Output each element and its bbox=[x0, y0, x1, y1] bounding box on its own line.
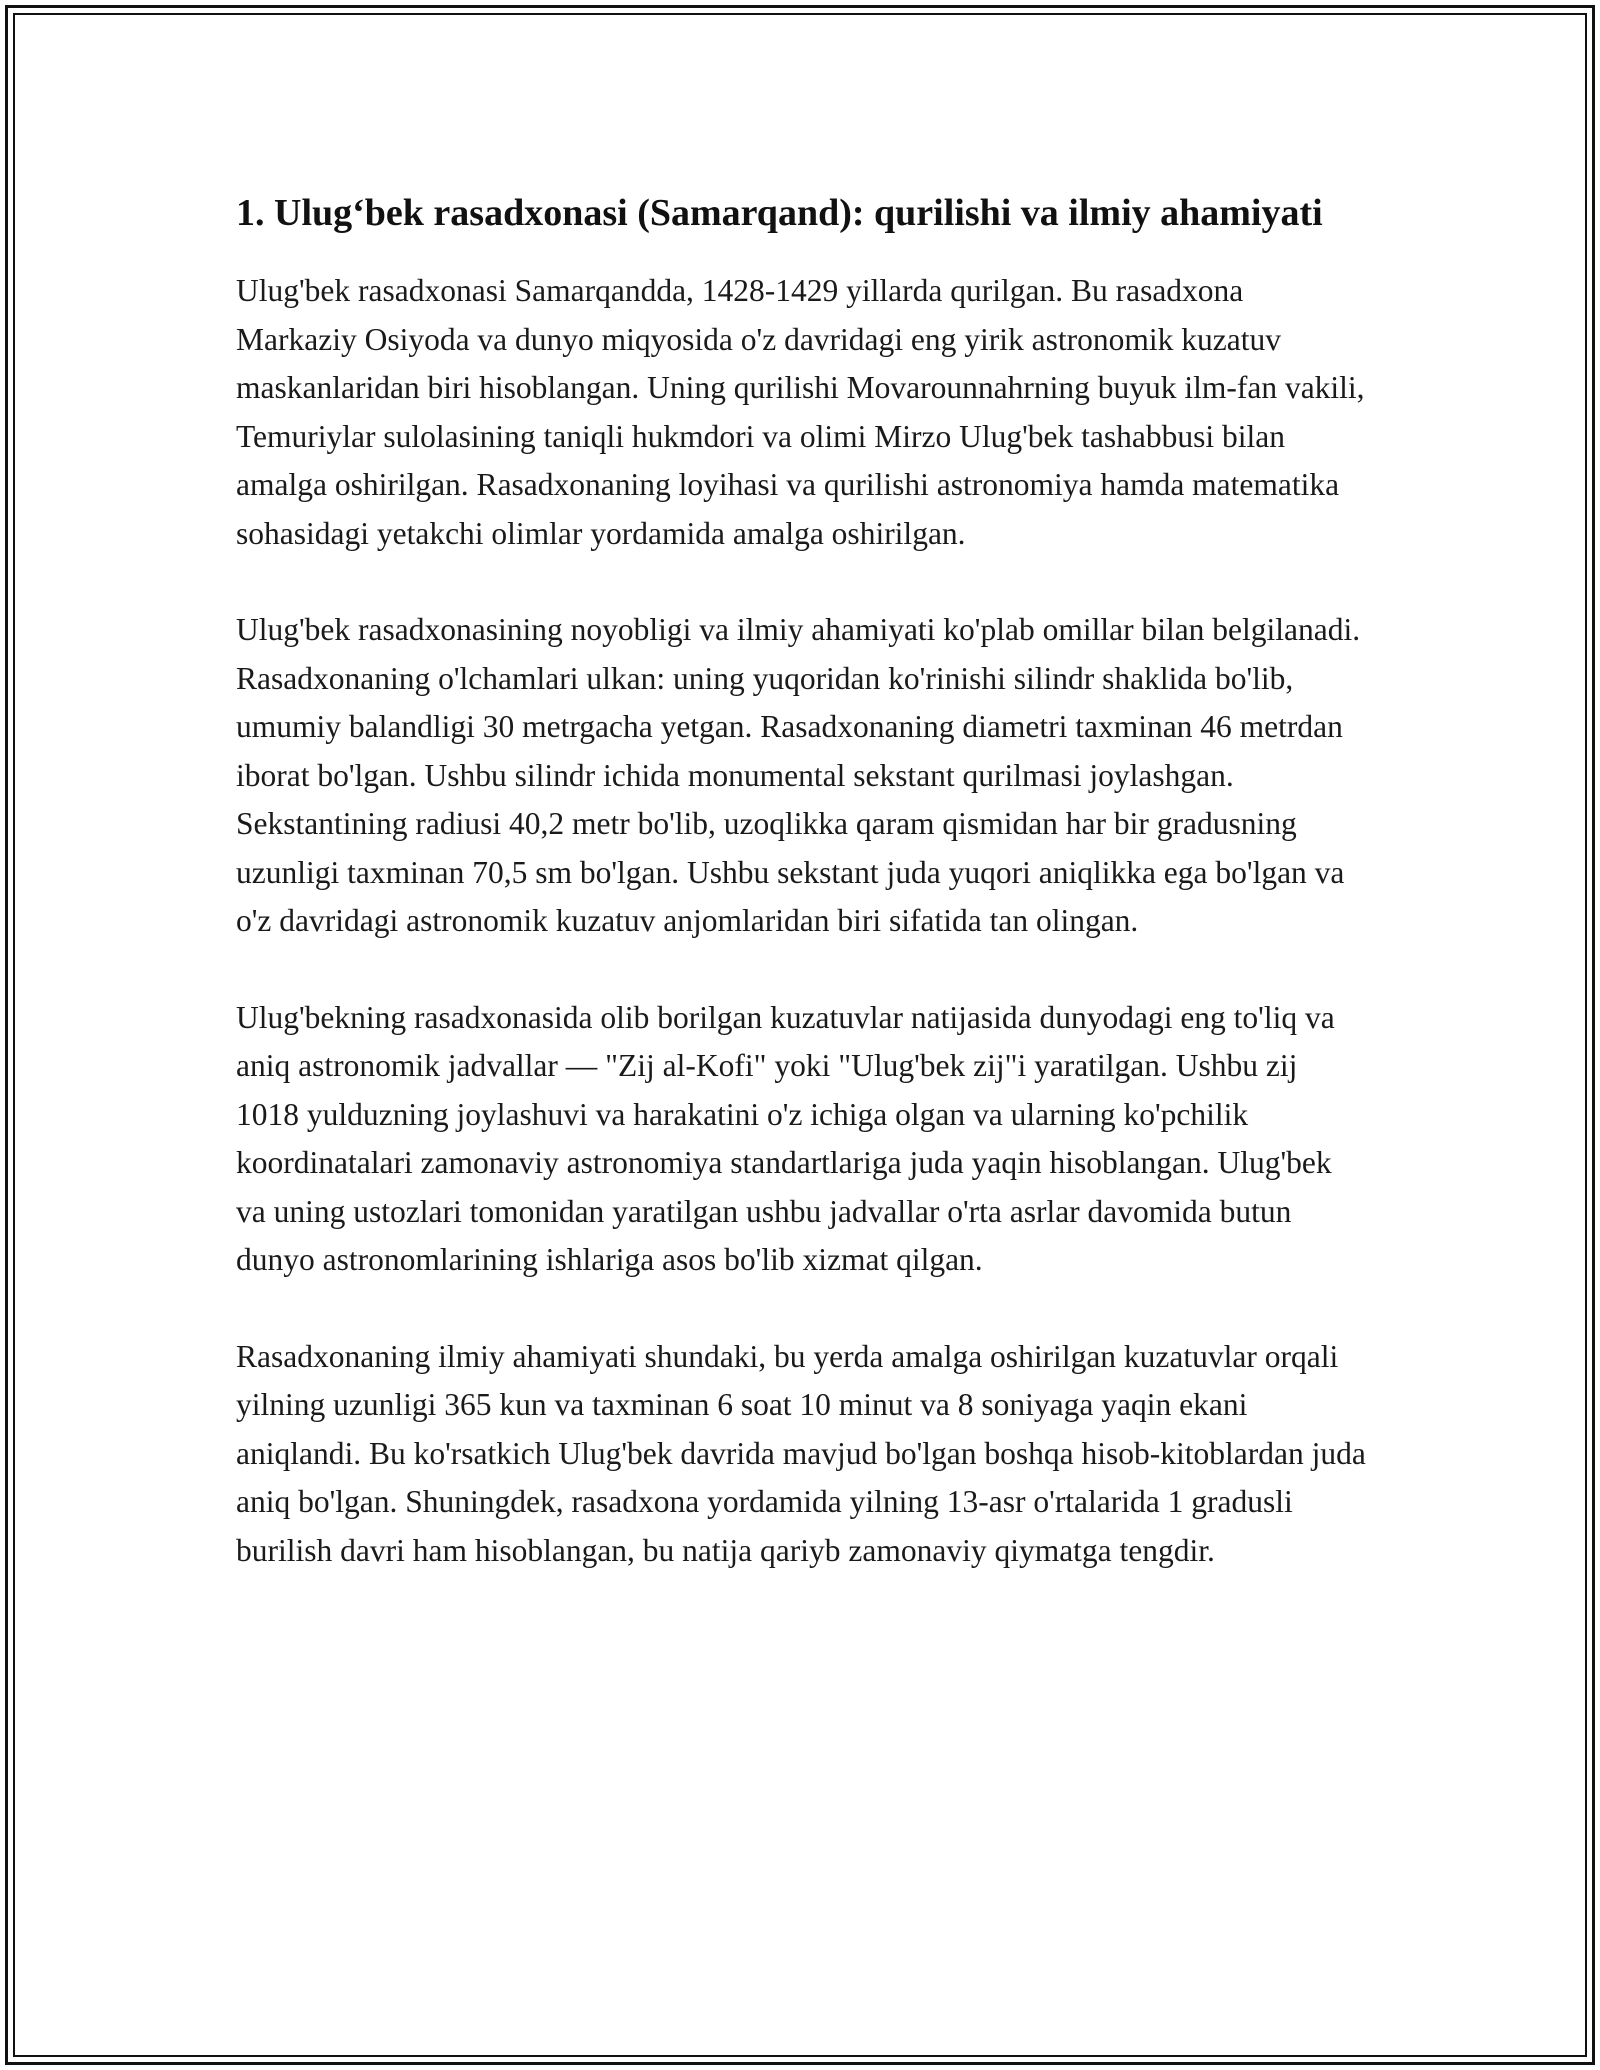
paragraph-scientific-significance: Rasadxonaning ilmiy ahamiyati shundaki, bu yerda amalga oshirilgan kuzatuvlar orqali yilning uzunligi 365 kun va taxminan 6 soat 10 minut va 8 soniyaga yaqin ekani aniqlandi. Bu ko'rsatkich Ulug'bek davrida mavjud bo'lgan boshqa hisob-kitoblardan juda aniq bo'lgan. Shuningdek, rasadxona yordamida yilning 13-asr o'rtalarida 1 gradusli burilish davri ham hisoblangan, bu natija qariyb zamonaviy qiymatga tengdir. bbox=[236, 1338, 1366, 1568]
paragraph-zij-tables: Ulug'bekning rasadxonasida olib borilgan kuzatuvlar natijasida dunyodagi eng to'liq va aniq astronomik jadvallar — "Zij al-Kofi" yoki "Ulug'bek zij"i yaratilgan. Ushbu zij 1018 yulduzning joylashuvi va harakatini o'z ichiga olgan va ularning ko'pchilik koordinatalari zamonaviy astronomiya standartlariga juda yaqin hisoblangan. Ulug'bek va uning ustozlari tomonidan yaratilgan ushbu jadvallar o'rta asrlar davomida butun dunyo astronomlarining ishlariga asos bo'lib xizmat qilgan. bbox=[236, 999, 1335, 1277]
paragraph-construction: Ulug'bek rasadxonasi Samarqandda, 1428-1429 yillarda qurilgan. Bu rasadxona Markaziy Osiyoda va dunyo miqyosida o'z davridagi eng yirik astronomik kuzatuv maskanlaridan biri hisoblangan. Uning qurilishi Movarounnahrning buyuk ilm-fan vakili, Temuriylar sulolasining taniqli hukmdori va olimi Mirzo Ulug'bek tashabbusi bilan amalga oshirilgan. Rasadxonaning loyihasi va qurilishi astronomiya hamda matematika sohasidagi yetakchi olimlar yordamida amalga oshirilgan. bbox=[236, 273, 1365, 551]
document-body bbox=[236, 186, 1366, 1575]
paragraph-dimensions: Ulug'bek rasadxonasining noyobligi va ilmiy ahamiyati ko'plab omillar bilan belgilanadi. Rasadxonaning o'lchamlari ulkan: uning yuqoridan ko'rinishi silindr shaklida bo'lib, umumiy balandligi 30 metrgacha yetgan. Rasadxonaning diametri taxminan 46 metrdan iborat bo'lgan. Ushbu silindr ichida monumental sekstant qurilmasi joylashgan. Sekstantining radiusi 40,2 metr bo'lib, uzoqlikka qaram qismidan har bir gradusning uzunligi taxminan 70,5 sm bo'lgan. Ushbu sekstant juda yuqori aniqlikka ega bo'lgan va o'z davridagi astronomik kuzatuv anjomlaridan biri sifatida tan olingan. bbox=[236, 612, 1361, 938]
section-heading: 1. Ulug‘bek rasadxonasi (Samarqand): qurilishi va ilmiy ahamiyati bbox=[236, 192, 1323, 234]
